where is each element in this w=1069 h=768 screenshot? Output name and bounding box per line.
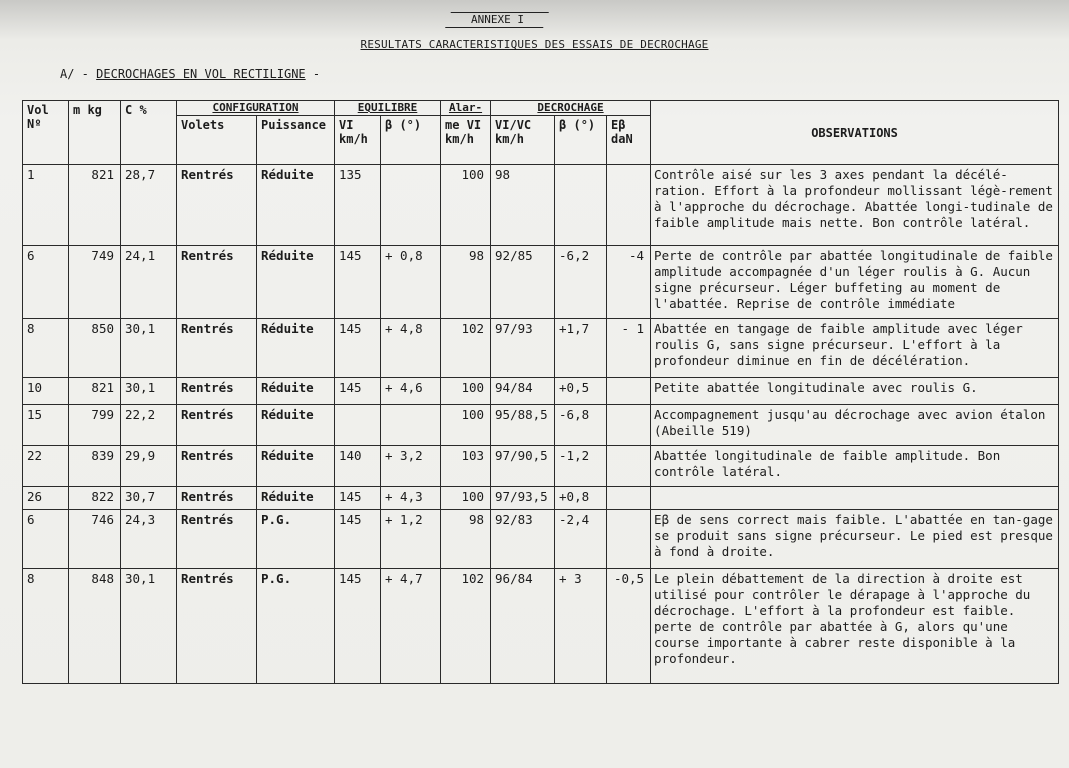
cell-observations: Eβ de sens correct mais faible. L'abattée en tan-gage se produit sans signe précurseur. Le pied est presque à fond à droite. — [651, 510, 1059, 569]
section-prefix: A/ - — [60, 67, 89, 81]
group-alarme: Alar- — [441, 101, 491, 116]
cell-m: 821 — [69, 378, 121, 405]
cell-vivc: 95/88,5 — [491, 405, 555, 446]
cell-c: 30,1 — [121, 319, 177, 378]
cell-beta: + 4,8 — [381, 319, 441, 378]
cell-vol: 26 — [23, 487, 69, 510]
cell-beta: + 4,3 — [381, 487, 441, 510]
cell-beta: + 4,7 — [381, 569, 441, 684]
cell-dec-beta: +0,8 — [555, 487, 607, 510]
table-row — [23, 165, 1059, 246]
cell-observations: Perte de contrôle par abattée longitudinale de faible amplitude accompagnée d'un léger roulis à G. Aucun signe précurseur. Léger buffeting au moment de l'abattée. Reprise de contrôle immédiate — [651, 246, 1059, 319]
cell-volets: Rentrés — [177, 165, 257, 246]
cell-vivc: 97/93,5 — [491, 487, 555, 510]
cell-volets: Rentrés — [177, 487, 257, 510]
cell-c: 29,9 — [121, 446, 177, 487]
cell-puissance: Réduite — [257, 319, 335, 378]
cell-ebeta: - 1 — [607, 319, 651, 378]
group-decrochage: DECROCHAGE — [491, 101, 651, 116]
cell-vi: 145 — [335, 487, 381, 510]
cell-vol: 8 — [23, 319, 69, 378]
section-heading — [60, 67, 320, 81]
col-vi: VI km/h — [335, 116, 381, 165]
cell-m: 746 — [69, 510, 121, 569]
cell-dec-beta: + 3 — [555, 569, 607, 684]
cell-alarme: 100 — [441, 378, 491, 405]
cell-alarme: 102 — [441, 319, 491, 378]
cell-dec-beta: -6,8 — [555, 405, 607, 446]
cell-alarme: 102 — [441, 569, 491, 684]
cell-vi: 145 — [335, 510, 381, 569]
cell-ebeta — [607, 446, 651, 487]
cell-dec-beta: +1,7 — [555, 319, 607, 378]
cell-volets: Rentrés — [177, 319, 257, 378]
document-title: RESULTATS CARACTERISTIQUES DES ESSAIS DE DECROCHAGE — [360, 38, 709, 51]
cell-ebeta — [607, 510, 651, 569]
col-vi-vc: VI/VC km/h — [491, 116, 555, 165]
col-puissance: Puissance — [257, 116, 335, 165]
cell-alarme: 100 — [441, 487, 491, 510]
table-row — [23, 446, 1059, 487]
cell-puissance: Réduite — [257, 405, 335, 446]
cell-vivc: 97/93 — [491, 319, 555, 378]
cell-dec-beta — [555, 165, 607, 246]
cell-puissance: P.G. — [257, 569, 335, 684]
table-row — [23, 378, 1059, 405]
group-equilibre: EQUILIBRE — [335, 101, 441, 116]
col-observations: OBSERVATIONS — [651, 101, 1059, 165]
cell-vivc: 92/85 — [491, 246, 555, 319]
cell-puissance: P.G. — [257, 510, 335, 569]
cell-dec-beta: -1,2 — [555, 446, 607, 487]
cell-vi: 145 — [335, 378, 381, 405]
cell-vivc: 97/90,5 — [491, 446, 555, 487]
cell-m: 749 — [69, 246, 121, 319]
table-row — [23, 319, 1059, 378]
col-beta: β (°) — [381, 116, 441, 165]
cell-volets: Rentrés — [177, 246, 257, 319]
cell-vivc: 92/83 — [491, 510, 555, 569]
cell-m: 821 — [69, 165, 121, 246]
cell-alarme: 100 — [441, 405, 491, 446]
cell-beta: + 3,2 — [381, 446, 441, 487]
cell-ebeta — [607, 487, 651, 510]
cell-vi: 145 — [335, 319, 381, 378]
cell-puissance: Réduite — [257, 246, 335, 319]
cell-volets: Rentrés — [177, 405, 257, 446]
cell-observations: Petite abattée longitudinale avec roulis G. — [651, 378, 1059, 405]
col-alarme-vi: me VI km/h — [441, 116, 491, 165]
cell-vi: 140 — [335, 446, 381, 487]
cell-c: 30,1 — [121, 569, 177, 684]
cell-volets: Rentrés — [177, 446, 257, 487]
cell-dec-beta: -2,4 — [555, 510, 607, 569]
cell-vol: 8 — [23, 569, 69, 684]
cell-vol: 1 — [23, 165, 69, 246]
cell-m: 839 — [69, 446, 121, 487]
cell-puissance: Réduite — [257, 487, 335, 510]
cell-vol: 10 — [23, 378, 69, 405]
cell-alarme: 98 — [441, 510, 491, 569]
cell-volets: Rentrés — [177, 378, 257, 405]
cell-observations: Le plein débattement de la direction à droite est utilisé pour contrôler le dérapage à l'approche du décrochage. L'effort à la profondeur est faible. perte de contrôle par abattée à G, alors qu'une course importante à cabrer reste disponible à la profondeur. — [651, 569, 1059, 684]
cell-m: 799 — [69, 405, 121, 446]
cell-c: 28,7 — [121, 165, 177, 246]
cell-vi: 145 — [335, 569, 381, 684]
cell-ebeta: -0,5 — [607, 569, 651, 684]
cell-m: 822 — [69, 487, 121, 510]
results-table — [22, 100, 1059, 684]
cell-beta: + 1,2 — [381, 510, 441, 569]
cell-puissance: Réduite — [257, 446, 335, 487]
cell-vi — [335, 405, 381, 446]
cell-ebeta — [607, 165, 651, 246]
cell-beta: + 0,8 — [381, 246, 441, 319]
cell-vivc: 96/84 — [491, 569, 555, 684]
cell-dec-beta: -6,2 — [555, 246, 607, 319]
table-row — [23, 405, 1059, 446]
table-row — [23, 487, 1059, 510]
cell-vivc: 94/84 — [491, 378, 555, 405]
cell-observations: Accompagnement jusqu'au décrochage avec avion étalon (Abeille 519) — [651, 405, 1059, 446]
cell-ebeta — [607, 405, 651, 446]
cell-c: 24,3 — [121, 510, 177, 569]
col-dec-beta: β (°) — [555, 116, 607, 165]
cell-vol: 6 — [23, 246, 69, 319]
col-ebeta: Eβ daN — [607, 116, 651, 165]
cell-beta — [381, 165, 441, 246]
cell-c: 24,1 — [121, 246, 177, 319]
cell-dec-beta: +0,5 — [555, 378, 607, 405]
cell-observations — [651, 487, 1059, 510]
cell-ebeta: -4 — [607, 246, 651, 319]
cell-observations: Contrôle aisé sur les 3 axes pendant la décélé-ration. Effort à la profondeur mollissant légè-rement à l'approche du décrochage. Abattée longi-tudinale de faible amplitude mais nette. Bon contrôle latéral. — [651, 165, 1059, 246]
header-group-row — [23, 101, 1059, 116]
cell-c: 30,7 — [121, 487, 177, 510]
cell-vol: 15 — [23, 405, 69, 446]
cell-volets: Rentrés — [177, 569, 257, 684]
cell-puissance: Réduite — [257, 165, 335, 246]
section-title: DECROCHAGES EN VOL RECTILIGNE — [96, 67, 306, 81]
cell-alarme: 103 — [441, 446, 491, 487]
section-suffix: - — [312, 67, 321, 81]
cell-c: 30,1 — [121, 378, 177, 405]
col-m: m kg — [69, 101, 121, 165]
cell-alarme: 98 — [441, 246, 491, 319]
cell-volets: Rentrés — [177, 510, 257, 569]
col-c: C % — [121, 101, 177, 165]
cell-vi: 145 — [335, 246, 381, 319]
cell-c: 22,2 — [121, 405, 177, 446]
cell-ebeta — [607, 378, 651, 405]
annex-label: ANNEXE I — [445, 12, 549, 28]
cell-observations: Abattée en tangage de faible amplitude avec léger roulis G, sans signe précurseur. L'effort à la profondeur diminue en fin de décélération. — [651, 319, 1059, 378]
cell-vol: 6 — [23, 510, 69, 569]
cell-observations: Abattée longitudinale de faible amplitude. Bon contrôle latéral. — [651, 446, 1059, 487]
cell-puissance: Réduite — [257, 378, 335, 405]
cell-beta — [381, 405, 441, 446]
cell-vol: 22 — [23, 446, 69, 487]
cell-vi: 135 — [335, 165, 381, 246]
cell-m: 848 — [69, 569, 121, 684]
col-volets: Volets — [177, 116, 257, 165]
group-configuration: CONFIGURATION — [177, 101, 335, 116]
col-vol: Vol Nº — [23, 101, 69, 165]
table-row — [23, 510, 1059, 569]
table-row — [23, 246, 1059, 319]
cell-beta: + 4,6 — [381, 378, 441, 405]
cell-m: 850 — [69, 319, 121, 378]
cell-alarme: 100 — [441, 165, 491, 246]
table-row — [23, 569, 1059, 684]
cell-vivc: 98 — [491, 165, 555, 246]
